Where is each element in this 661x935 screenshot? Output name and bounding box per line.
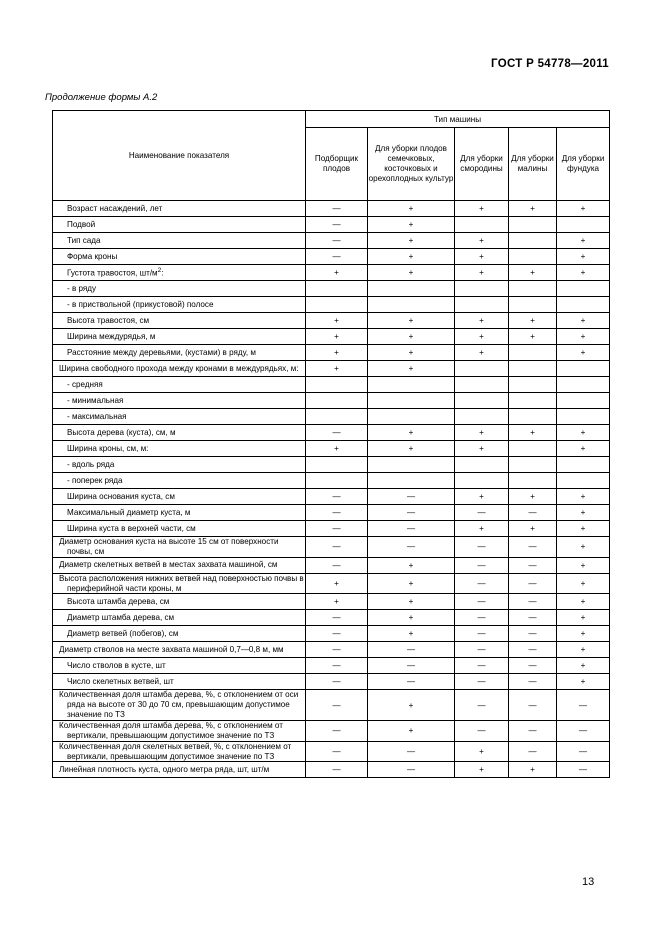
row-mark: + [557, 249, 610, 265]
row-mark: — [509, 537, 557, 558]
row-label: Возраст насаждений, лет [53, 201, 306, 217]
row-mark: — [509, 594, 557, 610]
table-row [53, 297, 610, 313]
row-mark [306, 377, 368, 393]
row-label: Число стволов в кусте, шт [53, 658, 306, 674]
row-mark [557, 281, 610, 297]
row-label: Высота дерева (куста), см, м [53, 425, 306, 441]
table-row [53, 658, 610, 674]
row-mark: + [557, 658, 610, 674]
row-mark [509, 249, 557, 265]
row-mark: — [306, 425, 368, 441]
row-mark: — [306, 557, 368, 573]
row-mark: + [368, 345, 455, 361]
row-mark: + [509, 265, 557, 281]
row-mark: + [306, 361, 368, 377]
row-label: - минимальная [53, 393, 306, 409]
row-label: Количественная доля штамба дерева, %, с отклонением от вертикали, превышающим допустимое значение по ТЗ [53, 721, 306, 742]
row-mark: — [306, 721, 368, 742]
row-mark: + [557, 329, 610, 345]
row-mark [509, 233, 557, 249]
table-row [53, 557, 610, 573]
row-mark: + [509, 762, 557, 778]
row-mark: + [509, 313, 557, 329]
row-mark: — [557, 721, 610, 742]
row-mark [557, 393, 610, 409]
table-row [53, 573, 610, 594]
table-row [53, 233, 610, 249]
row-mark: + [455, 249, 509, 265]
row-mark [455, 377, 509, 393]
table-row [53, 473, 610, 489]
row-mark: — [455, 537, 509, 558]
row-mark: — [509, 573, 557, 594]
row-mark: — [455, 721, 509, 742]
table-row [53, 690, 610, 721]
row-mark: — [368, 489, 455, 505]
row-mark: + [368, 249, 455, 265]
row-mark: + [455, 201, 509, 217]
table-row [53, 361, 610, 377]
row-mark: + [557, 201, 610, 217]
table-row [53, 265, 610, 281]
row-mark: + [557, 594, 610, 610]
column-group-header: Тип машины [306, 111, 610, 128]
row-label: - средняя [53, 377, 306, 393]
page-number: 13 [582, 876, 595, 888]
row-mark: — [455, 674, 509, 690]
table-row [53, 217, 610, 233]
row-mark: — [306, 690, 368, 721]
row-mark: + [509, 329, 557, 345]
row-mark: — [306, 249, 368, 265]
row-mark: + [557, 674, 610, 690]
row-mark [368, 281, 455, 297]
row-label: Ширина междурядья, м [53, 329, 306, 345]
table-row [53, 345, 610, 361]
row-mark: + [306, 329, 368, 345]
row-label: Диаметр основания куста на высоте 15 см от поверхности почвы, см [53, 537, 306, 558]
row-mark: — [306, 610, 368, 626]
row-label: - в приствольной (прикустовой) полосе [53, 297, 306, 313]
row-mark: — [557, 690, 610, 721]
row-label: Максимальный диаметр куста, м [53, 505, 306, 521]
column-header-1: Для уборки плодов семечковых, косточковых и орехоплодных культур [368, 128, 455, 201]
table-row [53, 489, 610, 505]
row-mark: — [509, 674, 557, 690]
row-mark: + [455, 329, 509, 345]
row-mark [557, 473, 610, 489]
row-mark: — [306, 201, 368, 217]
row-label: Форма кроны [53, 249, 306, 265]
row-mark [368, 297, 455, 313]
row-mark [509, 297, 557, 313]
row-mark [368, 409, 455, 425]
row-mark [306, 409, 368, 425]
row-mark [509, 457, 557, 473]
row-mark [557, 409, 610, 425]
row-mark [557, 377, 610, 393]
row-mark: + [368, 721, 455, 742]
row-label: Количественная доля штамба дерева, %, с отклонением от оси ряда на высоте от 30 до 70 см, превышающим допустимое значение по ТЗ [53, 690, 306, 721]
row-mark [455, 281, 509, 297]
form-caption: Продолжение формы А.2 [45, 92, 158, 103]
row-mark: + [557, 537, 610, 558]
row-mark [509, 377, 557, 393]
row-mark: — [509, 642, 557, 658]
row-mark: + [455, 762, 509, 778]
row-mark: + [368, 573, 455, 594]
row-mark: — [455, 594, 509, 610]
table-row [53, 249, 610, 265]
row-mark [368, 457, 455, 473]
row-mark: — [455, 658, 509, 674]
row-mark: — [509, 721, 557, 742]
row-mark [509, 441, 557, 457]
table-row [53, 441, 610, 457]
row-label: Ширина основания куста, см [53, 489, 306, 505]
table-row [53, 674, 610, 690]
row-label: Ширина куста в верхней части, см [53, 521, 306, 537]
row-mark: + [306, 345, 368, 361]
row-label: Количественная доля скелетных ветвей, %, с отклонением от вертикали, превышающим допустимое значение по ТЗ [53, 741, 306, 762]
table-row [53, 329, 610, 345]
row-mark: + [455, 265, 509, 281]
row-label: Диаметр скелетных ветвей в местах захвата машиной, см [53, 557, 306, 573]
row-mark: + [368, 265, 455, 281]
row-mark: + [455, 313, 509, 329]
row-mark: — [455, 626, 509, 642]
row-label: - вдоль ряда [53, 457, 306, 473]
row-mark: + [557, 313, 610, 329]
row-mark: — [509, 557, 557, 573]
row-mark: + [368, 690, 455, 721]
row-mark: — [306, 489, 368, 505]
row-label: Диаметр штамба дерева, см [53, 610, 306, 626]
row-mark: + [368, 233, 455, 249]
row-mark: + [557, 626, 610, 642]
row-mark: + [306, 441, 368, 457]
row-mark: + [557, 265, 610, 281]
row-label: Линейная плотность куста, одного метра ряда, шт, шт/м [53, 762, 306, 778]
row-mark [557, 457, 610, 473]
table-row [53, 425, 610, 441]
row-mark: — [455, 642, 509, 658]
row-mark: — [306, 521, 368, 537]
row-mark: + [368, 425, 455, 441]
standard-title: ГОСТ Р 54778—2011 [491, 58, 609, 70]
column-header-3: Для уборки малины [509, 128, 557, 201]
row-mark: + [368, 361, 455, 377]
row-mark [509, 473, 557, 489]
row-mark: — [509, 505, 557, 521]
row-mark: + [306, 573, 368, 594]
table-row [53, 610, 610, 626]
row-label: Число скелетных ветвей, шт [53, 674, 306, 690]
row-mark [557, 297, 610, 313]
row-label: Густота травостоя, $шт/м^2$: [53, 265, 306, 281]
row-mark [509, 217, 557, 233]
row-mark [455, 297, 509, 313]
row-mark: + [455, 441, 509, 457]
row-mark: — [509, 658, 557, 674]
row-mark: — [306, 658, 368, 674]
row-mark: — [306, 741, 368, 762]
row-label: - поперек ряда [53, 473, 306, 489]
row-mark: + [557, 489, 610, 505]
table-row [53, 201, 610, 217]
row-mark: + [368, 441, 455, 457]
row-mark: + [306, 265, 368, 281]
row-mark [557, 361, 610, 377]
row-mark [306, 457, 368, 473]
row-mark: + [509, 489, 557, 505]
row-mark: + [557, 441, 610, 457]
row-mark: — [368, 741, 455, 762]
row-mark: + [557, 521, 610, 537]
row-mark: + [455, 345, 509, 361]
row-mark [509, 393, 557, 409]
row-mark [509, 281, 557, 297]
row-mark: + [306, 313, 368, 329]
table-row [53, 594, 610, 610]
table-row [53, 377, 610, 393]
row-mark: + [509, 521, 557, 537]
row-mark [306, 297, 368, 313]
row-mark: — [306, 233, 368, 249]
row-mark: — [509, 741, 557, 762]
row-mark: — [368, 642, 455, 658]
row-mark: — [306, 626, 368, 642]
row-label: Высота штамба дерева, см [53, 594, 306, 610]
row-mark: — [306, 642, 368, 658]
row-mark: + [557, 642, 610, 658]
row-mark [557, 217, 610, 233]
table-row [53, 762, 610, 778]
row-mark: + [557, 345, 610, 361]
row-mark: — [455, 610, 509, 626]
row-mark: — [368, 674, 455, 690]
table-row [53, 457, 610, 473]
row-mark [368, 473, 455, 489]
row-mark: + [368, 626, 455, 642]
row-mark: + [455, 521, 509, 537]
row-mark [368, 393, 455, 409]
row-mark: + [557, 233, 610, 249]
row-mark: + [368, 610, 455, 626]
row-mark: + [557, 610, 610, 626]
row-mark: — [368, 658, 455, 674]
row-mark: + [455, 233, 509, 249]
row-label: Подвой [53, 217, 306, 233]
row-mark [455, 457, 509, 473]
row-mark: — [509, 626, 557, 642]
row-mark [455, 393, 509, 409]
row-mark [306, 473, 368, 489]
row-label: Расстояние между деревьями, (кустами) в ряду, м [53, 345, 306, 361]
table-row [53, 521, 610, 537]
row-mark [509, 361, 557, 377]
row-label: - в ряду [53, 281, 306, 297]
table-row [53, 642, 610, 658]
column-header-0: Подборщик плодов [306, 128, 368, 201]
row-mark: — [368, 762, 455, 778]
row-mark [368, 377, 455, 393]
table-header [53, 111, 610, 201]
row-mark: + [368, 557, 455, 573]
row-mark [455, 217, 509, 233]
row-mark: — [306, 217, 368, 233]
row-mark [455, 409, 509, 425]
row-mark: + [368, 329, 455, 345]
row-mark: — [368, 537, 455, 558]
row-mark: + [368, 217, 455, 233]
column-header-name: Наименование показателя [53, 111, 306, 201]
column-header-4: Для уборки фундука [557, 128, 610, 201]
row-mark: + [306, 594, 368, 610]
row-mark: + [368, 594, 455, 610]
table-row [53, 626, 610, 642]
row-mark: — [306, 537, 368, 558]
row-mark: — [557, 762, 610, 778]
row-mark: — [455, 557, 509, 573]
row-mark: — [368, 505, 455, 521]
table-row [53, 537, 610, 558]
table-body [53, 201, 610, 778]
indicators-table [52, 110, 610, 778]
row-mark: — [455, 505, 509, 521]
row-mark: — [306, 762, 368, 778]
table-row [53, 505, 610, 521]
row-label: Высота травостоя, см [53, 313, 306, 329]
row-label: Ширина кроны, см, м: [53, 441, 306, 457]
row-mark [509, 345, 557, 361]
row-mark: + [368, 201, 455, 217]
row-mark: + [557, 557, 610, 573]
row-mark: — [306, 674, 368, 690]
row-mark: + [557, 573, 610, 594]
row-mark [455, 473, 509, 489]
row-mark: + [455, 741, 509, 762]
row-mark: + [557, 425, 610, 441]
row-label: Диаметр стволов на месте захвата машиной 0,7—0,8 м, мм [53, 642, 306, 658]
row-mark: + [455, 425, 509, 441]
row-label: Диаметр ветвей (побегов), см [53, 626, 306, 642]
row-mark: + [557, 505, 610, 521]
row-label: Тип сада [53, 233, 306, 249]
row-mark: + [509, 201, 557, 217]
row-mark: — [557, 741, 610, 762]
row-mark [306, 281, 368, 297]
row-mark [509, 409, 557, 425]
table-row [53, 721, 610, 742]
row-mark: + [509, 425, 557, 441]
table-row [53, 409, 610, 425]
row-mark: + [368, 313, 455, 329]
row-mark [306, 393, 368, 409]
table-row [53, 741, 610, 762]
row-mark: — [509, 610, 557, 626]
table-row [53, 313, 610, 329]
table-row [53, 393, 610, 409]
column-header-2: Для уборки смородины [455, 128, 509, 201]
row-mark: — [455, 690, 509, 721]
row-label: Ширина свободного прохода между кронами в междурядьях, м: [53, 361, 306, 377]
row-label: Высота расположения нижних ветвей над поверхностью почвы в периферийной части кроны, м [53, 573, 306, 594]
row-mark: — [455, 573, 509, 594]
row-mark [455, 361, 509, 377]
table-row [53, 281, 610, 297]
row-mark: — [368, 521, 455, 537]
row-label: - максимальная [53, 409, 306, 425]
row-mark: — [509, 690, 557, 721]
row-mark: + [455, 489, 509, 505]
row-mark: — [306, 505, 368, 521]
